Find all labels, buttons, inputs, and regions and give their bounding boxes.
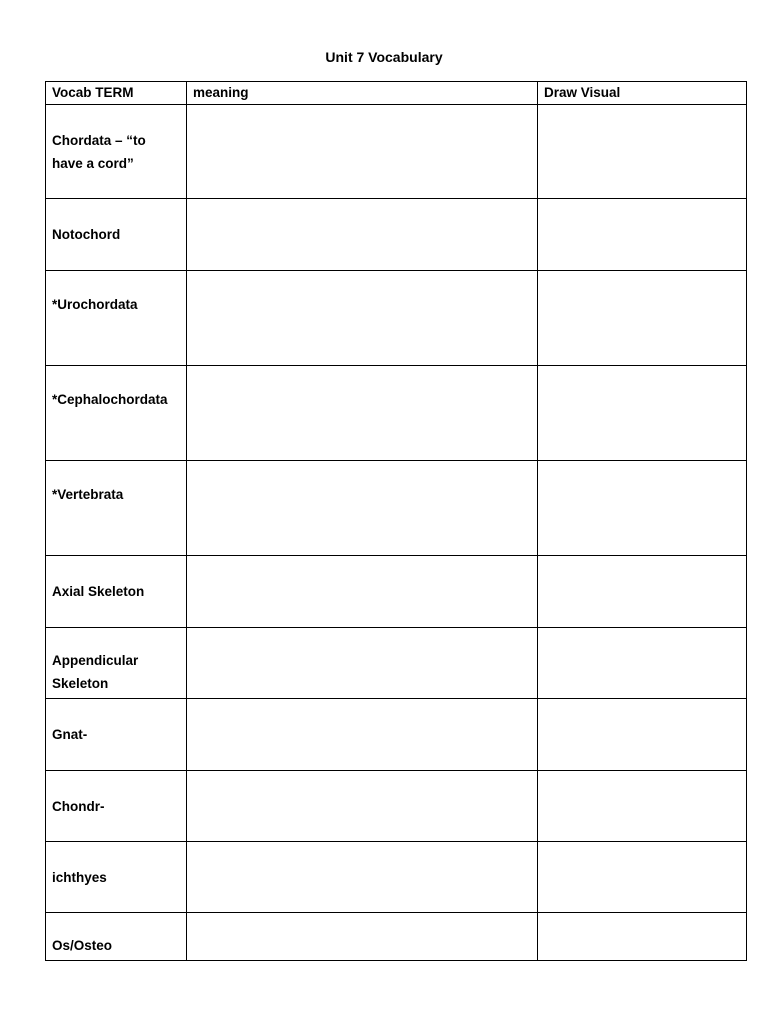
table-row xyxy=(46,771,747,842)
meaning-cell[interactable] xyxy=(187,699,538,771)
meaning-cell[interactable] xyxy=(187,105,538,199)
term-cell: Notochord xyxy=(46,199,187,271)
table-row xyxy=(46,699,747,771)
term-cell: Appendicular Skeleton xyxy=(46,628,187,699)
visual-cell[interactable] xyxy=(538,556,747,628)
vocab-table xyxy=(45,81,747,961)
table-row xyxy=(46,461,747,556)
term-cell: Gnat- xyxy=(46,699,187,771)
visual-cell[interactable] xyxy=(538,461,747,556)
visual-cell[interactable] xyxy=(538,366,747,461)
term-cell: ichthyes xyxy=(46,842,187,913)
meaning-cell[interactable] xyxy=(187,366,538,461)
visual-cell[interactable] xyxy=(538,913,747,961)
meaning-cell[interactable] xyxy=(187,628,538,699)
term-cell: Os/Osteo xyxy=(46,913,187,961)
table-row xyxy=(46,366,747,461)
table-row xyxy=(46,199,747,271)
header-visual: Draw Visual xyxy=(538,82,747,105)
page-title: Unit 7 Vocabulary xyxy=(325,49,443,65)
table-row xyxy=(46,842,747,913)
term-cell: Chondr- xyxy=(46,771,187,842)
term-cell: Axial Skeleton xyxy=(46,556,187,628)
term-cell: *Vertebrata xyxy=(46,461,187,556)
meaning-cell[interactable] xyxy=(187,199,538,271)
table-row xyxy=(46,628,747,699)
term-cell: *Urochordata xyxy=(46,271,187,366)
header-meaning: meaning xyxy=(187,82,538,105)
header-row xyxy=(46,82,747,105)
visual-cell[interactable] xyxy=(538,105,747,199)
table-row xyxy=(46,105,747,199)
visual-cell[interactable] xyxy=(538,699,747,771)
meaning-cell[interactable] xyxy=(187,771,538,842)
table-row xyxy=(46,271,747,366)
visual-cell[interactable] xyxy=(538,771,747,842)
meaning-cell[interactable] xyxy=(187,842,538,913)
table-row xyxy=(46,556,747,628)
visual-cell[interactable] xyxy=(538,199,747,271)
meaning-cell[interactable] xyxy=(187,556,538,628)
meaning-cell[interactable] xyxy=(187,913,538,961)
header-term: Vocab TERM xyxy=(46,82,187,105)
meaning-cell[interactable] xyxy=(187,271,538,366)
visual-cell[interactable] xyxy=(538,271,747,366)
visual-cell[interactable] xyxy=(538,842,747,913)
term-cell: Chordata – “to have a cord” xyxy=(46,105,187,199)
term-cell: *Cephalochordata xyxy=(46,366,187,461)
visual-cell[interactable] xyxy=(538,628,747,699)
meaning-cell[interactable] xyxy=(187,461,538,556)
table-row xyxy=(46,913,747,961)
